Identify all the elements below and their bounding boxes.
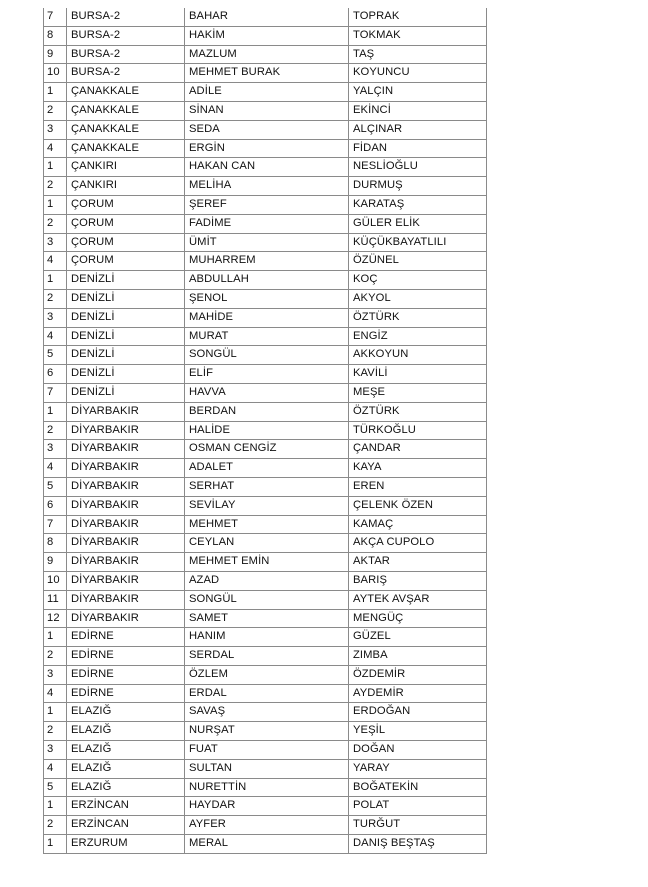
table-row (44, 421, 487, 440)
first-name-cell: SİNAN (185, 101, 349, 120)
row-number-cell: 11 (44, 590, 67, 609)
first-name-cell: NURŞAT (185, 722, 349, 741)
row-number-cell: 2 (44, 421, 67, 440)
row-number-cell: 1 (44, 628, 67, 647)
province-cell: ÇORUM (67, 233, 185, 252)
province-cell: EDİRNE (67, 665, 185, 684)
row-number-cell: 4 (44, 684, 67, 703)
table-row (44, 722, 487, 741)
surname-cell: AYDEMİR (349, 684, 487, 703)
table-row (44, 383, 487, 402)
surname-cell: ZIMBA (349, 647, 487, 666)
first-name-cell: HALİDE (185, 421, 349, 440)
province-cell: DİYARBAKIR (67, 421, 185, 440)
province-cell: BURSA-2 (67, 8, 185, 26)
surname-cell: ÖZTÜRK (349, 402, 487, 421)
province-cell: DENİZLİ (67, 308, 185, 327)
table-row (44, 684, 487, 703)
surname-cell: ÖZÜNEL (349, 252, 487, 271)
row-number-cell: 9 (44, 45, 67, 64)
province-cell: EDİRNE (67, 647, 185, 666)
first-name-cell: MAHİDE (185, 308, 349, 327)
table-row (44, 609, 487, 628)
row-number-cell: 9 (44, 553, 67, 572)
table-row (44, 233, 487, 252)
surname-cell: EKİNCİ (349, 101, 487, 120)
row-number-cell: 4 (44, 759, 67, 778)
row-number-cell: 2 (44, 289, 67, 308)
surname-cell: AKTAR (349, 553, 487, 572)
surname-cell: EREN (349, 477, 487, 496)
row-number-cell: 3 (44, 120, 67, 139)
surname-cell: BOĞATEKİN (349, 778, 487, 797)
surname-cell: KOYUNCU (349, 64, 487, 83)
province-cell: ERZİNCAN (67, 797, 185, 816)
surname-cell: ÖZTÜRK (349, 308, 487, 327)
row-number-cell: 7 (44, 383, 67, 402)
row-number-cell: 2 (44, 647, 67, 666)
row-number-cell: 7 (44, 8, 67, 26)
first-name-cell: HAYDAR (185, 797, 349, 816)
province-cell: ELAZIĞ (67, 741, 185, 760)
first-name-cell: HAKAN CAN (185, 158, 349, 177)
province-cell: ÇORUM (67, 214, 185, 233)
first-name-cell: ÖZLEM (185, 665, 349, 684)
first-name-cell: MEHMET (185, 515, 349, 534)
table-row (44, 703, 487, 722)
surname-cell: ALÇINAR (349, 120, 487, 139)
first-name-cell: MAZLUM (185, 45, 349, 64)
surname-cell: KAVİLİ (349, 365, 487, 384)
table-row (44, 101, 487, 120)
row-number-cell: 4 (44, 139, 67, 158)
province-cell: DENİZLİ (67, 383, 185, 402)
province-cell: DENİZLİ (67, 365, 185, 384)
surname-cell: AKÇA CUPOLO (349, 534, 487, 553)
row-number-cell: 1 (44, 158, 67, 177)
table-row (44, 778, 487, 797)
first-name-cell: BERDAN (185, 402, 349, 421)
row-number-cell: 10 (44, 64, 67, 83)
surname-cell: GÜZEL (349, 628, 487, 647)
table-row (44, 120, 487, 139)
table-row (44, 628, 487, 647)
surname-cell: TOPRAK (349, 8, 487, 26)
row-number-cell: 1 (44, 195, 67, 214)
province-cell: DİYARBAKIR (67, 440, 185, 459)
province-cell: ÇANKIRI (67, 158, 185, 177)
first-name-cell: SEVİLAY (185, 496, 349, 515)
table-row (44, 440, 487, 459)
first-name-cell: SERDAL (185, 647, 349, 666)
first-name-cell: AYFER (185, 816, 349, 835)
table-row (44, 496, 487, 515)
surname-cell: FİDAN (349, 139, 487, 158)
first-name-cell: ŞEREF (185, 195, 349, 214)
province-cell: DİYARBAKIR (67, 402, 185, 421)
row-number-cell: 10 (44, 571, 67, 590)
first-name-cell: BAHAR (185, 8, 349, 26)
surname-cell: ENGİZ (349, 327, 487, 346)
surname-cell: DANIŞ BEŞTAŞ (349, 835, 487, 854)
first-name-cell: HAKİM (185, 26, 349, 45)
surname-cell: AKKOYUN (349, 346, 487, 365)
surname-cell: KAYA (349, 459, 487, 478)
surname-cell: AYTEK AVŞAR (349, 590, 487, 609)
province-cell: DİYARBAKIR (67, 553, 185, 572)
table-row (44, 271, 487, 290)
table-row (44, 835, 487, 854)
surname-cell: KAMAÇ (349, 515, 487, 534)
table-row (44, 252, 487, 271)
province-cell: ELAZIĞ (67, 759, 185, 778)
surname-cell: KOÇ (349, 271, 487, 290)
table-row (44, 647, 487, 666)
candidate-table-body (44, 8, 487, 853)
surname-cell: YARAY (349, 759, 487, 778)
first-name-cell: SONGÜL (185, 346, 349, 365)
first-name-cell: SEDA (185, 120, 349, 139)
province-cell: ÇANAKKALE (67, 139, 185, 158)
row-number-cell: 7 (44, 515, 67, 534)
table-row (44, 289, 487, 308)
row-number-cell: 6 (44, 496, 67, 515)
table-row (44, 26, 487, 45)
first-name-cell: MEHMET BURAK (185, 64, 349, 83)
surname-cell: ÇELENK ÖZEN (349, 496, 487, 515)
row-number-cell: 5 (44, 778, 67, 797)
row-number-cell: 4 (44, 459, 67, 478)
first-name-cell: ADİLE (185, 83, 349, 102)
first-name-cell: SULTAN (185, 759, 349, 778)
province-cell: EDİRNE (67, 628, 185, 647)
row-number-cell: 6 (44, 365, 67, 384)
province-cell: ÇORUM (67, 252, 185, 271)
table-row (44, 327, 487, 346)
first-name-cell: NURETTİN (185, 778, 349, 797)
first-name-cell: SAVAŞ (185, 703, 349, 722)
province-cell: EDİRNE (67, 684, 185, 703)
surname-cell: KARATAŞ (349, 195, 487, 214)
row-number-cell: 1 (44, 835, 67, 854)
province-cell: DENİZLİ (67, 271, 185, 290)
first-name-cell: AZAD (185, 571, 349, 590)
province-cell: BURSA-2 (67, 26, 185, 45)
province-cell: ÇORUM (67, 195, 185, 214)
first-name-cell: ABDULLAH (185, 271, 349, 290)
first-name-cell: ÜMİT (185, 233, 349, 252)
surname-cell: NESLİOĞLU (349, 158, 487, 177)
row-number-cell: 3 (44, 665, 67, 684)
province-cell: DİYARBAKIR (67, 459, 185, 478)
first-name-cell: HANIM (185, 628, 349, 647)
table-row (44, 553, 487, 572)
row-number-cell: 2 (44, 177, 67, 196)
table-row (44, 797, 487, 816)
row-number-cell: 3 (44, 308, 67, 327)
row-number-cell: 2 (44, 816, 67, 835)
province-cell: BURSA-2 (67, 45, 185, 64)
table-row (44, 64, 487, 83)
table-row (44, 45, 487, 64)
table-row (44, 308, 487, 327)
table-row (44, 402, 487, 421)
surname-cell: DOĞAN (349, 741, 487, 760)
province-cell: ÇANAKKALE (67, 120, 185, 139)
province-cell: DENİZLİ (67, 289, 185, 308)
table-row (44, 158, 487, 177)
first-name-cell: ELİF (185, 365, 349, 384)
province-cell: ELAZIĞ (67, 703, 185, 722)
table-row (44, 665, 487, 684)
surname-cell: TAŞ (349, 45, 487, 64)
surname-cell: AKYOL (349, 289, 487, 308)
row-number-cell: 1 (44, 797, 67, 816)
table-row (44, 139, 487, 158)
table-row (44, 177, 487, 196)
table-row (44, 8, 487, 26)
surname-cell: POLAT (349, 797, 487, 816)
row-number-cell: 5 (44, 477, 67, 496)
province-cell: ELAZIĞ (67, 722, 185, 741)
first-name-cell: SERHAT (185, 477, 349, 496)
table-row (44, 195, 487, 214)
first-name-cell: SAMET (185, 609, 349, 628)
surname-cell: MEŞE (349, 383, 487, 402)
row-number-cell: 5 (44, 346, 67, 365)
surname-cell: TURĞUT (349, 816, 487, 835)
province-cell: ÇANAKKALE (67, 101, 185, 120)
candidate-list-page (43, 8, 486, 854)
row-number-cell: 8 (44, 534, 67, 553)
province-cell: BURSA-2 (67, 64, 185, 83)
table-row (44, 83, 487, 102)
table-row (44, 214, 487, 233)
row-number-cell: 2 (44, 214, 67, 233)
row-number-cell: 1 (44, 703, 67, 722)
row-number-cell: 1 (44, 271, 67, 290)
surname-cell: YALÇIN (349, 83, 487, 102)
province-cell: DİYARBAKIR (67, 515, 185, 534)
first-name-cell: ERDAL (185, 684, 349, 703)
first-name-cell: MEHMET EMİN (185, 553, 349, 572)
first-name-cell: MUHARREM (185, 252, 349, 271)
table-row (44, 459, 487, 478)
first-name-cell: MELİHA (185, 177, 349, 196)
province-cell: DİYARBAKIR (67, 477, 185, 496)
province-cell: DİYARBAKIR (67, 534, 185, 553)
first-name-cell: OSMAN CENGİZ (185, 440, 349, 459)
candidate-table (43, 8, 487, 854)
row-number-cell: 8 (44, 26, 67, 45)
first-name-cell: ŞENOL (185, 289, 349, 308)
row-number-cell: 4 (44, 252, 67, 271)
first-name-cell: HAVVA (185, 383, 349, 402)
first-name-cell: SONGÜL (185, 590, 349, 609)
surname-cell: KÜÇÜKBAYATLILI (349, 233, 487, 252)
province-cell: ERZİNCAN (67, 816, 185, 835)
surname-cell: MENGÜÇ (349, 609, 487, 628)
row-number-cell: 2 (44, 101, 67, 120)
surname-cell: ÖZDEMİR (349, 665, 487, 684)
surname-cell: BARIŞ (349, 571, 487, 590)
first-name-cell: CEYLAN (185, 534, 349, 553)
row-number-cell: 4 (44, 327, 67, 346)
first-name-cell: MERAL (185, 835, 349, 854)
province-cell: DENİZLİ (67, 346, 185, 365)
first-name-cell: FADİME (185, 214, 349, 233)
province-cell: ELAZIĞ (67, 778, 185, 797)
surname-cell: ÇANDAR (349, 440, 487, 459)
row-number-cell: 12 (44, 609, 67, 628)
surname-cell: GÜLER ELİK (349, 214, 487, 233)
surname-cell: DURMUŞ (349, 177, 487, 196)
province-cell: DİYARBAKIR (67, 609, 185, 628)
table-row (44, 346, 487, 365)
row-number-cell: 3 (44, 440, 67, 459)
row-number-cell: 1 (44, 402, 67, 421)
first-name-cell: FUAT (185, 741, 349, 760)
province-cell: DİYARBAKIR (67, 496, 185, 515)
surname-cell: TOKMAK (349, 26, 487, 45)
row-number-cell: 1 (44, 83, 67, 102)
table-row (44, 477, 487, 496)
table-row (44, 515, 487, 534)
province-cell: ÇANAKKALE (67, 83, 185, 102)
first-name-cell: ERGİN (185, 139, 349, 158)
row-number-cell: 2 (44, 722, 67, 741)
first-name-cell: MURAT (185, 327, 349, 346)
province-cell: ERZURUM (67, 835, 185, 854)
row-number-cell: 3 (44, 741, 67, 760)
table-row (44, 759, 487, 778)
first-name-cell: ADALET (185, 459, 349, 478)
table-row (44, 571, 487, 590)
province-cell: DİYARBAKIR (67, 571, 185, 590)
province-cell: DENİZLİ (67, 327, 185, 346)
table-row (44, 590, 487, 609)
surname-cell: YEŞİL (349, 722, 487, 741)
table-row (44, 534, 487, 553)
province-cell: DİYARBAKIR (67, 590, 185, 609)
table-row (44, 741, 487, 760)
table-row (44, 816, 487, 835)
surname-cell: TÜRKOĞLU (349, 421, 487, 440)
row-number-cell: 3 (44, 233, 67, 252)
province-cell: ÇANKIRI (67, 177, 185, 196)
table-row (44, 365, 487, 384)
surname-cell: ERDOĞAN (349, 703, 487, 722)
